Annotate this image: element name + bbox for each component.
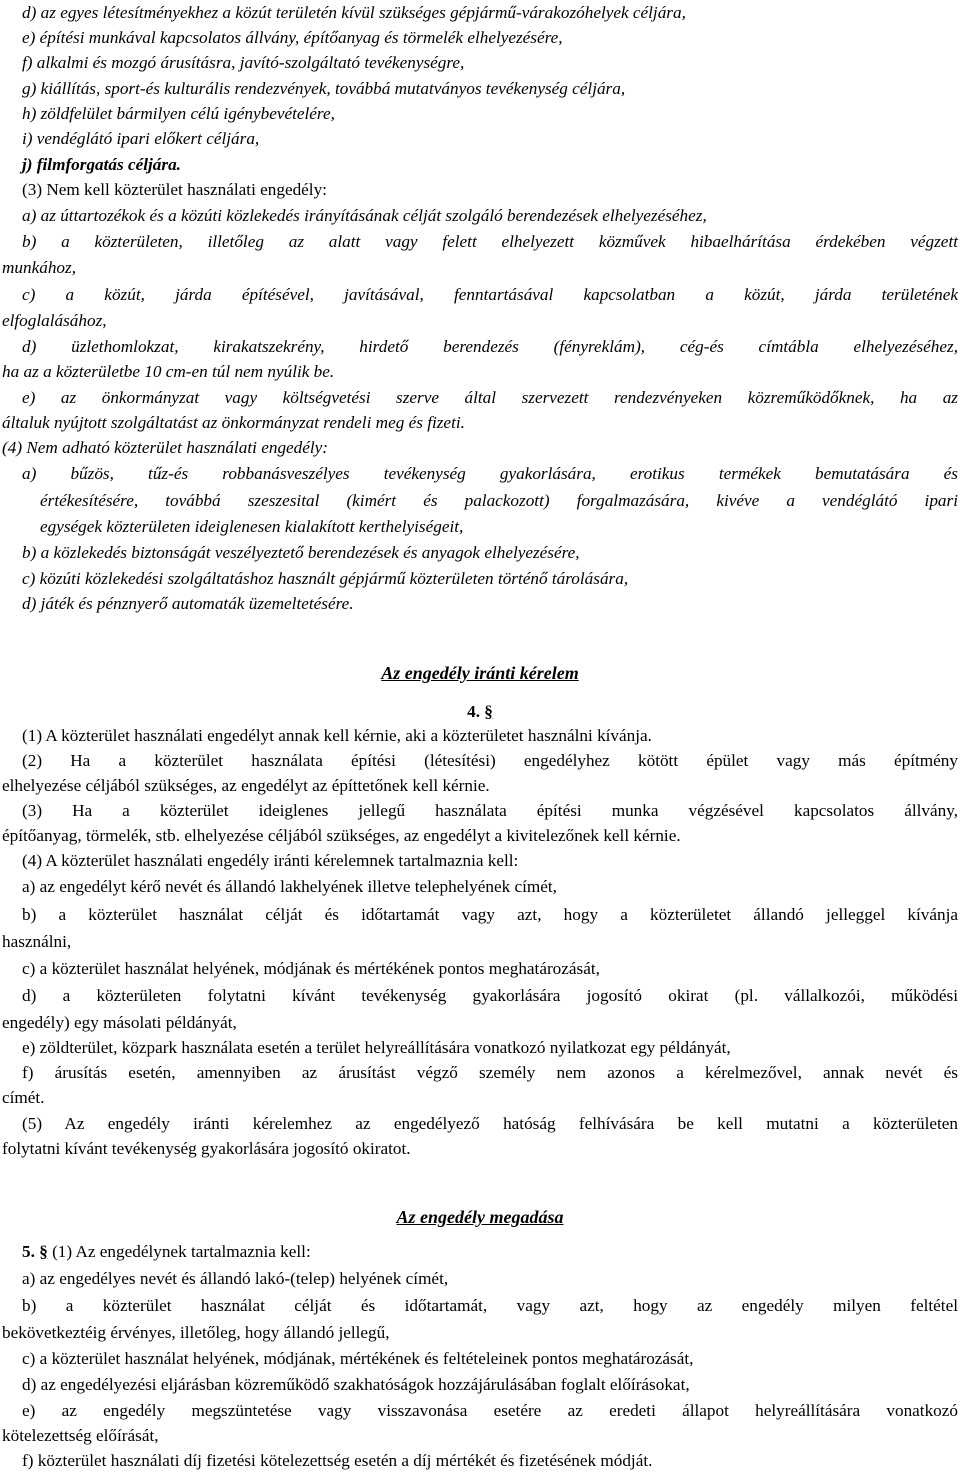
section-4-line-14: f) árusítás esetén, amennyiben az árusítást végző személy nem azonos a kérelmezővel, annak nevét és (22, 1063, 958, 1082)
paragraph-4-b: b) a közlekedés biztonságát veszélyeztető berendezések és anyagok elhelyezésére, (22, 543, 580, 562)
section-5-first-line (22, 1241, 311, 1263)
section-5-line-e2: kötelezettség előírását, (2, 1426, 159, 1445)
section-4-line-11: d) a közterületen folytatni kívánt tevékenység gyakorlására jogosító okirat (pl. vállalkozói, működési (22, 986, 958, 1005)
section-5-line-e1: e) az engedély megszüntetése vagy visszavonása esetére az eredeti állapot helyreállítására vonatkozó (22, 1401, 958, 1420)
paragraph-3-d-line2: ha az a közterületbe 10 cm-en túl nem nyúlik be. (2, 362, 335, 381)
section-5-line-c: c) a közterület használat helyének, módjának, mértékének és feltételeinek pontos meghatározását, (22, 1349, 694, 1368)
paragraph-4-a-line3: egységek közterületen ideiglenesen kialakított kerthelyiségeit, (40, 517, 464, 536)
paragraph-3-e-line1: e) az önkormányzat vagy költségvetési szerve által szervezett rendezvényeken közreműködőknek, ha az (22, 388, 958, 407)
section-4-line-16: (5) Az engedély iránti kérelemhez az engedélyező hatóság felhívására be kell mutatni a közterületen (22, 1114, 958, 1133)
section-4-line-12: engedély) egy másolati példányát, (2, 1013, 237, 1032)
section-5-line-f: f) közterület használati díj fizetési kötelezettség esetén a díj mértékét és fizetésének módját. (22, 1451, 653, 1470)
section-5-line-a: a) az engedélyes nevét és állandó lakó-(telep) helyének címét, (22, 1269, 449, 1288)
section-5-line-d: d) az engedélyezési eljárásban közreműködő szakhatóságok hozzájárulásában foglalt előírásokat, (22, 1375, 690, 1394)
list-item-f: f) alkalmi és mozgó árusításra, javító-szolgáltató tevékenységre, (22, 53, 465, 72)
section-4-line-8: b) a közterület használat célját és időtartamát vagy azt, hogy a közterületet állandó jelleggel kívánja (22, 905, 958, 924)
section-5-line-b2: bekövetkeztéig érvényes, illetőleg, hogy állandó jellegű, (2, 1323, 390, 1342)
paragraph-3-e-line2: általuk nyújtott szolgáltatást az önkormányzat rendeli meg és fizeti. (2, 413, 465, 432)
section-5-number-text: 5. (22, 1242, 40, 1261)
paragraph-3-c-line2: elfoglalásához, (2, 311, 107, 330)
list-item-i: i) vendéglátó ipari előkert céljára, (22, 129, 260, 148)
section-4-heading: Az engedély iránti kérelem (381, 663, 579, 683)
list-item-e: e) építési munkával kapcsolatos állvány, építőanyag és törmelék elhelyezésére, (22, 28, 563, 47)
section-4-line-9: használni, (2, 932, 72, 951)
paragraph-3-d-line1: d) üzlethomlokzat, kirakatszekrény, hirdető berendezés (fényreklám), cég-és címtábla elhelyezéséhez, (22, 337, 958, 356)
paragraph-3-b-line2: munkához, (2, 258, 76, 277)
section-symbol-icon: § (39, 1242, 48, 1261)
paragraph-3-intro-text: (3) Nem kell közterület használati engedély: (22, 180, 327, 199)
paragraph-4-a-line2: értékesítésére, továbbá szeszesital (kimért és palackozott) forgalmazására, kivéve a vendéglátó ipari (40, 491, 958, 510)
section-4-line-3: elhelyezése céljából szükséges, az engedélyt az építtetőnek kell kérnie. (2, 776, 490, 795)
list-item-d: d) az egyes létesítményekhez a közút területén kívül szükséges gépjármű-várakozóhelyek céljára, (22, 3, 686, 22)
paragraph-3-intro (22, 179, 327, 201)
paragraph-4-d: d) játék és pénznyerő automaták üzemeltetésére. (22, 594, 354, 613)
section-4-line-2: (2) Ha a közterület használata építési (létesítési) engedélyhez kötött épület vagy más építmény (22, 751, 958, 770)
section-symbol-icon: § (484, 702, 493, 721)
section-4-line-1: (1) A közterület használati engedélyt annak kell kérnie, aki a közterületet használni kívánja. (22, 726, 652, 745)
section-5-heading: Az engedély megadása (396, 1207, 564, 1227)
section-4-line-7: a) az engedélyt kérő nevét és állandó lakhelyének illetve telephelyének címét, (22, 877, 557, 896)
section-4-line-17: folytatni kívánt tevékenység gyakorlására jogosító okiratot. (2, 1139, 411, 1158)
section-4-number-text: 4. (467, 702, 485, 721)
list-item-j: j) filmforgatás céljára. (22, 155, 181, 174)
list-item-h: h) zöldfelület bármilyen célú igénybevételére, (22, 104, 335, 123)
section-4-line-13: e) zöldterület, közpark használata esetén a terület helyreállítására vonatkozó nyilatkozat egy példányát, (22, 1038, 731, 1057)
paragraph-3-a: a) az úttartozékok és a közúti közlekedés irányításának célját szolgáló berendezések elhelyezéséhez, (22, 206, 707, 225)
paragraph-4-c: c) közúti közlekedési szolgáltatáshoz használt gépjármű közterületen történő tárolására, (22, 569, 629, 588)
paragraph-3-c-line1: c) a közút, járda építésével, javításával, fenntartásával kapcsolatban a közút, járda területének (22, 285, 958, 304)
section-4-line-10: c) a közterület használat helyének, módjának és mértékének pontos meghatározását, (22, 959, 600, 978)
list-item-g: g) kiállítás, sport-és kulturális rendezvények, továbbá mutatványos tevékenység céljára, (22, 79, 626, 98)
section-5-line-b1: b) a közterület használat célját és időtartamát, vagy azt, hogy az engedély milyen feltétel (22, 1296, 958, 1315)
section-4-line-6: (4) A közterület használati engedély iránti kérelemnek tartalmaznia kell: (22, 851, 519, 870)
section-5-number (22, 1242, 48, 1261)
paragraph-4-intro: (4) Nem adható közterület használati engedély: (2, 438, 329, 457)
paragraph-4-a-line1: a) bűzös, tűz-és robbanásveszélyes tevékenység gyakorlására, erotikus termékek bemutatására és (22, 464, 958, 483)
section-4-line-15: címét. (2, 1088, 45, 1107)
section-5-first-line-text: (1) Az engedélynek tartalmaznia kell: (47, 1242, 311, 1261)
paragraph-3-b-line1: b) a közterületen, illetőleg az alatt vagy felett elhelyezett közművek hibaelhárítása érdekében végzett (22, 232, 958, 251)
section-4-number (0, 701, 960, 723)
section-4-line-4: (3) Ha a közterület ideiglenes jellegű használata építési munka végzésével kapcsolatos állvány, (22, 801, 958, 820)
section-4-line-5: építőanyag, törmelék, stb. elhelyezése céljából szükséges, az engedélyt a kivitelezőnek kell kérnie. (2, 826, 681, 845)
